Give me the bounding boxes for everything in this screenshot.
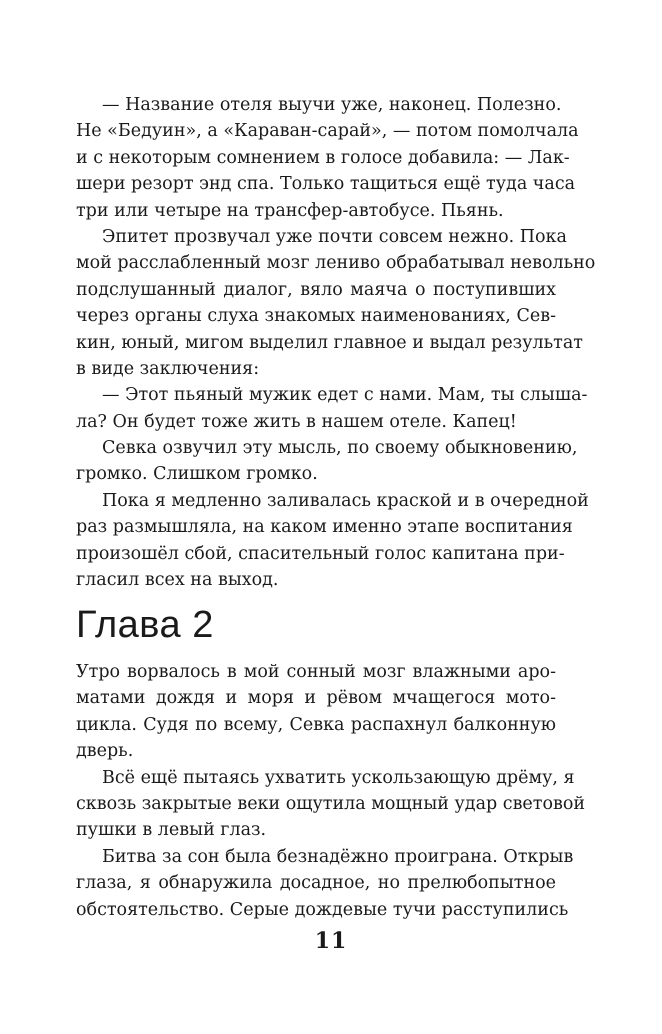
paragraph <box>76 92 579 224</box>
text-line: — Название отеля выучи уже, наконец. Полезно. <box>102 95 562 115</box>
paragraph <box>76 659 556 765</box>
text-line: глаза, я обнаружила досадное, но прелюбопытное <box>76 873 556 894</box>
text-line: подслушанный диалог, вяло маяча о поступивших <box>76 279 556 300</box>
text-line: обстоятельство. Серые дождевые тучи расступились <box>76 899 569 920</box>
text-line: матами дождя и моря и рёвом мчащегося мото- <box>76 688 556 709</box>
paragraph <box>76 224 596 382</box>
text-line: шери резорт энд спа. Только тащиться ещё туда часа <box>76 174 576 195</box>
text-line: и с некоторым сомнением в голосе добавила: — Лак- <box>76 147 570 168</box>
text-line: произошёл сбой, спасительный голос капитана при- <box>76 543 565 564</box>
text-line: громко. Слишком громко. <box>76 464 318 485</box>
paragraph <box>76 488 589 594</box>
text-line: цикла. Судя по всему, Севка распахнул балконную <box>76 714 556 735</box>
text-line: — Этот пьяный мужик едет с нами. Мам, ты слыша- <box>102 385 588 406</box>
text-line: Пока я медленно заливалась краской и в очередной <box>102 490 589 511</box>
text-block-top <box>76 92 596 593</box>
paragraph <box>76 765 586 844</box>
text-line: дверь. <box>76 741 134 762</box>
text-line: гласил всех на выход. <box>76 570 279 591</box>
text-line: Эпитет прозвучал уже почти совсем нежно. Пока <box>102 226 567 247</box>
chapter-title: Глава 2 <box>76 604 214 646</box>
page-number: 11 <box>314 928 348 954</box>
text-line: Всё ещё пытаясь ухватить ускользающую дрёму, я <box>102 767 575 788</box>
text-line: Утро ворвалось в мой сонный мозг влажными аро- <box>76 662 556 682</box>
text-line: кин, юный, мигом выделил главное и выдал результат <box>76 332 583 353</box>
text-line: сквозь закрытые веки ощутила мощный удар световой <box>76 793 586 814</box>
text-line: через органы слуха знакомых наименованиях, Сев- <box>76 306 556 327</box>
text-line: раз размышляла, на каком именно этапе воспитания <box>76 517 573 538</box>
paragraph <box>76 435 578 488</box>
text-line: Не «Бедуин», а «Караван-сарай», — потом помолчала <box>76 121 579 142</box>
text-line: мой расслабленный мозг лениво обрабатывал невольно <box>76 253 596 274</box>
paragraph <box>76 844 574 923</box>
text-line: в виде заключения: <box>76 358 260 379</box>
text-line: Севка озвучил эту мысль, по своему обыкновению, <box>102 438 578 459</box>
paragraph <box>76 382 588 435</box>
text-line: три или четыре на трансфер-автобусе. Пьянь. <box>76 200 504 221</box>
text-line: Битва за сон была безнадёжно проиграна. Открыв <box>102 846 574 867</box>
text-line: ла? Он будет тоже жить в нашем отеле. Капец! <box>76 411 517 432</box>
text-line: пушки в левый глаз. <box>76 820 267 841</box>
text-block-bottom <box>76 659 586 923</box>
